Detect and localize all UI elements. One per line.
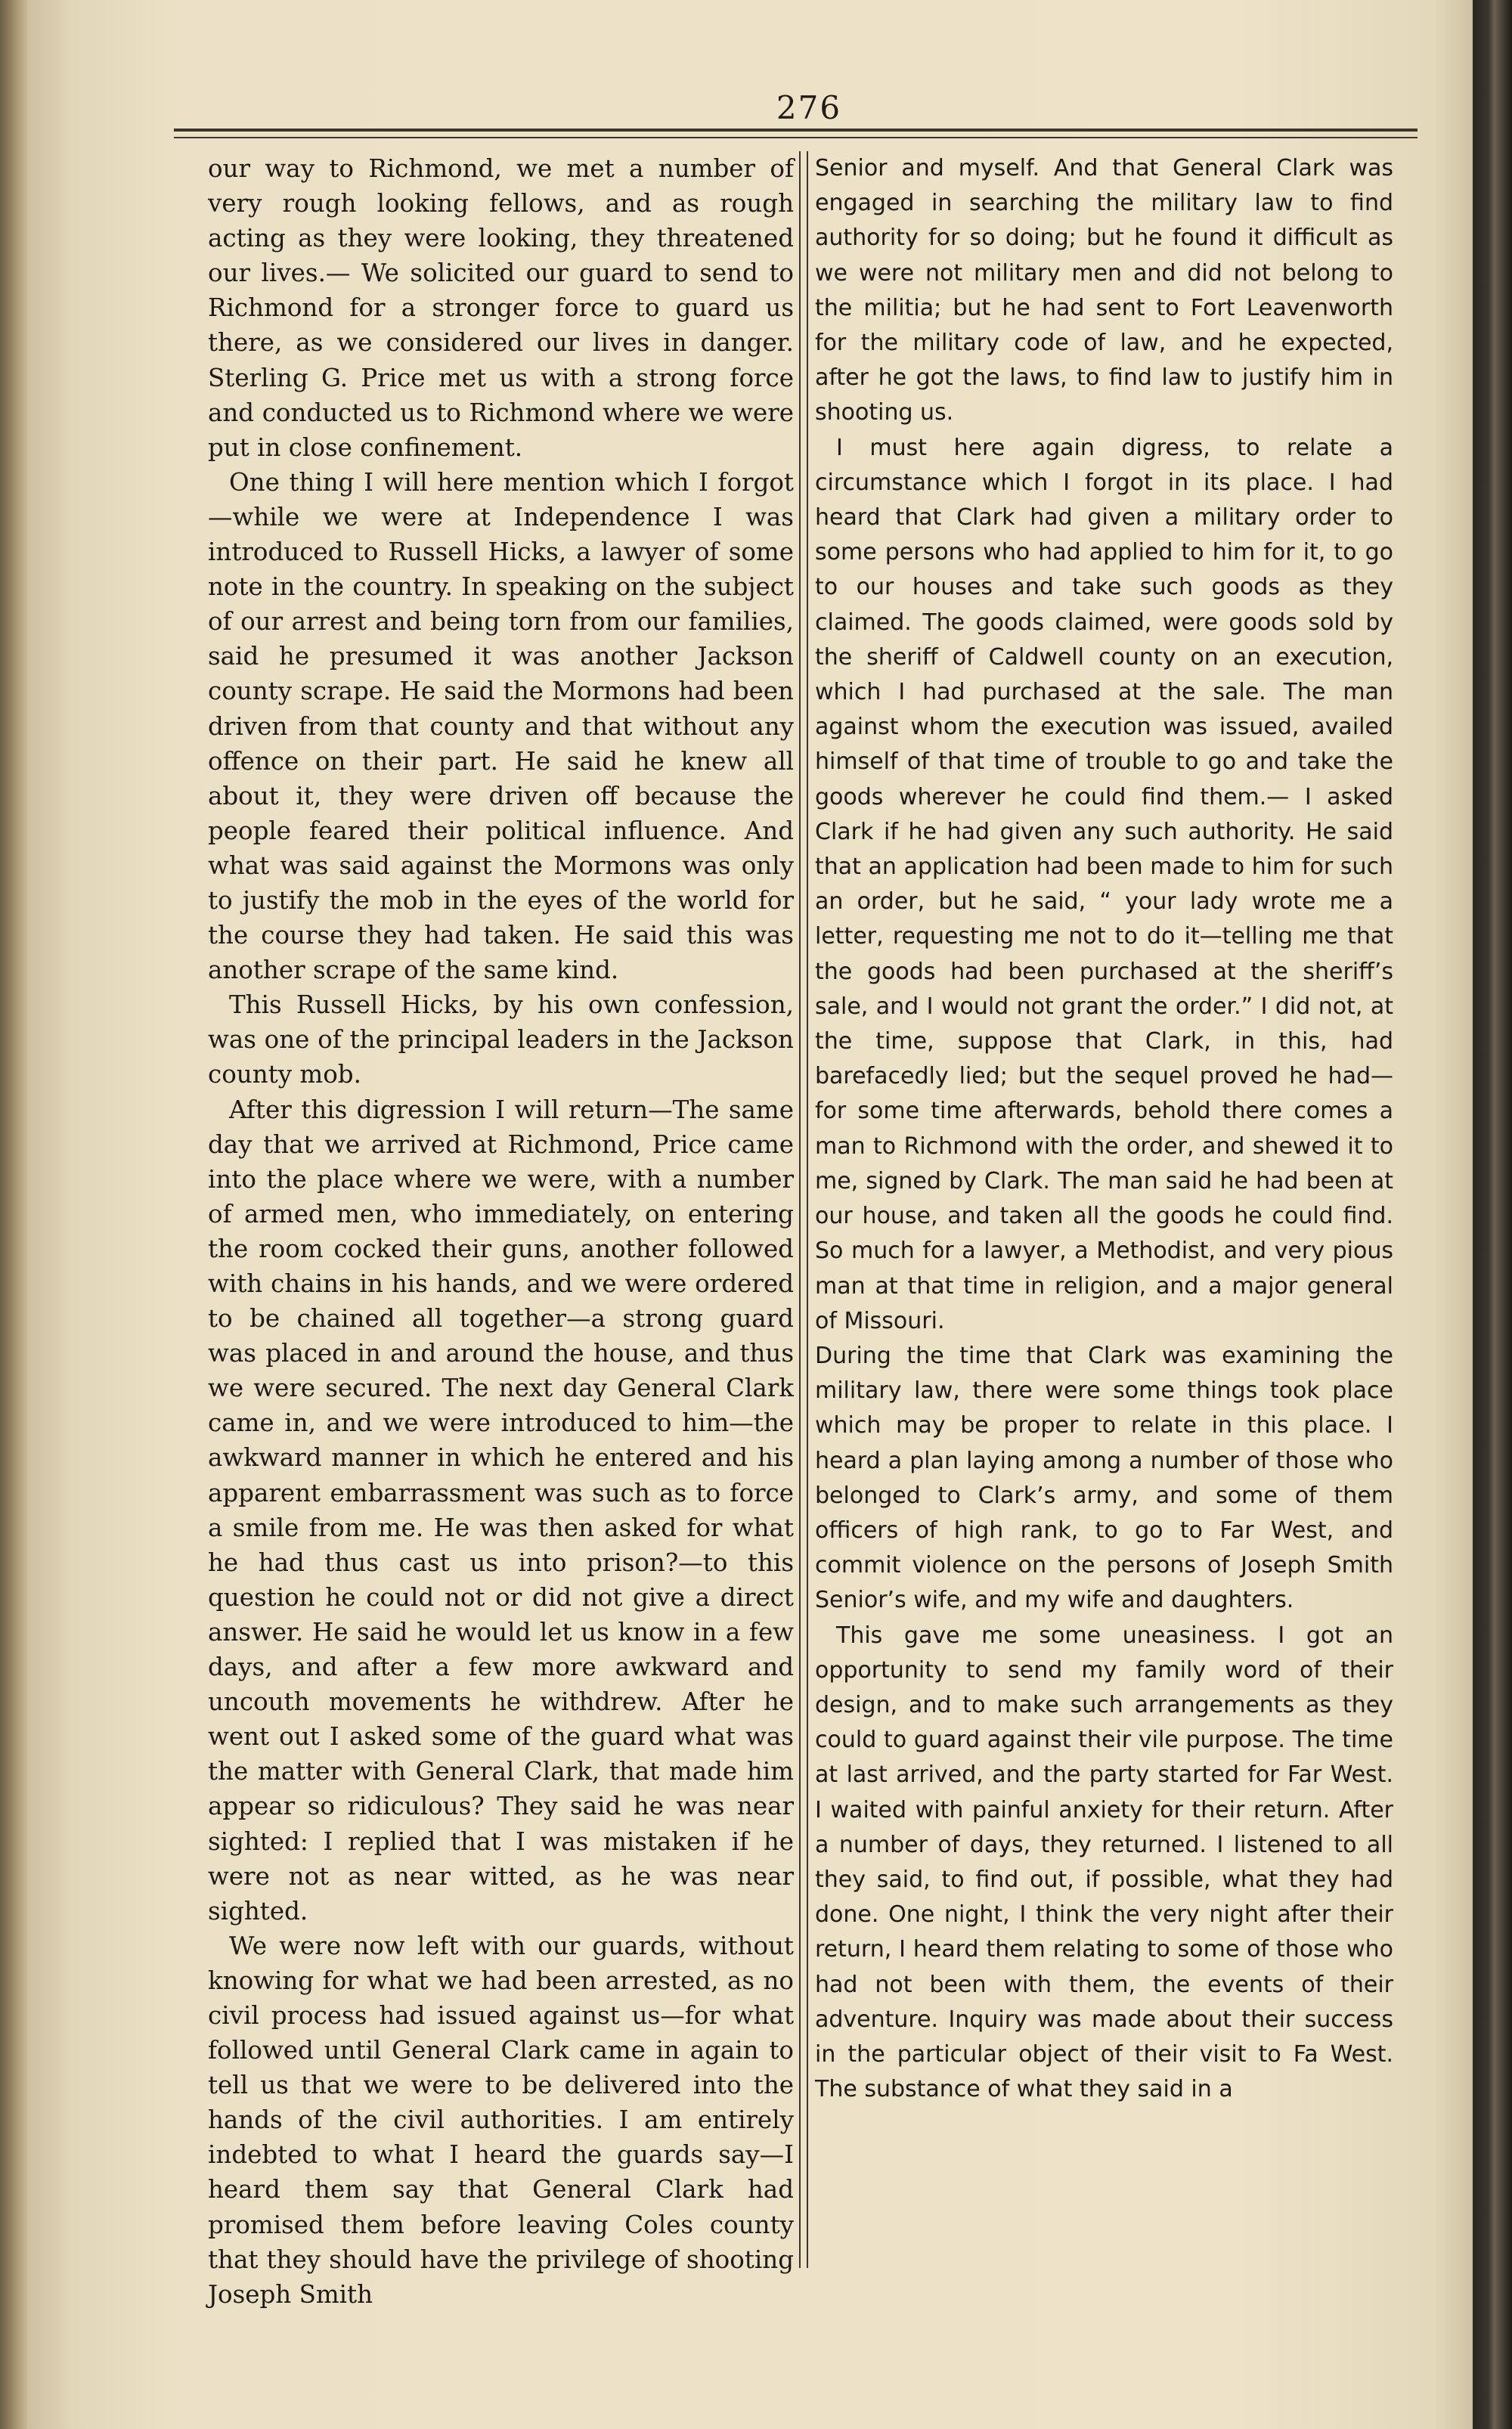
header-rule-thick [174,129,1418,132]
left-paragraph-4: After this digression I will return—The same day that we arrived at Richmond, Price came into the place where we were, with a number of armed men, who immediately, on entering the room cocked their guns, another followed with chains in his hands, and we were ordered to be chained all together—a strong guard was placed in and around the house, and thus we were secured. The next day General Clark came in, and we were introduced to him—the awkward manner in which he entered and his apparent embarrassment was such as to force a smile from me. He was then asked for what he had thus cast us into prison?—to this question he could not or did not give a direct answer. He said he would let us know in a few days, and after a few more awkward and uncouth movements he withdrew. After he went out I asked some of the guard what was the matter with General Clark, that made him appear so ridiculous? They said he was near sighted: I replied that I was mistaken if he were not as near witted, as he was near sighted. [208,1095,794,1926]
right-column [815,151,1393,2107]
right-paragraph-4: This gave me some uneasiness. I got an opportunity to send my family word of their design, and to make such arrangements as they could to guard against their vile purpose. The time at last arrived, and the party started for Far West. I waited with painful anxiety for their return. After a number of days, they returned. I listened to all they said, to find out, if possible, what they had done. One night, I think the very night after their return, I heard them relating to some of those who had not been with them, the events of their adventure. Inquiry was made about their success in the particular object of their visit to Fa West. The substance of what they said in a [815,1622,1393,2103]
book-spine [0,0,27,2429]
column-divider [799,151,808,2268]
left-paragraph-5: We were now left with our guards, without knowing for what we had been arrested, as no civil process had issued against us—for what followed until General Clark came in again to tell us that we were to be delivered into the hands of the civil authorities. I am entirely indebted to what I heard the guards say—I heard them say that General Clark had promised them before leaving Coles county that they should have the privilege of shooting Joseph Smith [208,1931,794,2309]
right-paragraph-2: I must here again digress, to relate a circumstance which I forgot in its place. I had heard that Clark had given a military order to some persons who had applied to him for it, to go to our houses and take such goods as they claimed. The goods claimed, were goods sold by the sheriff of Caldwell county on an execution, which I had purchased at the sale. The man against whom the execution was issued, availed himself of that time of trouble to go and take the goods wherever he could find them.— I asked Clark if he had given any such authority. He said that an application had been made to him for such an order, but he said, “ your lady wrote me a letter, requesting me not to do it—telling me that the goods had been purchased at the sheriff’s sale, and I would not grant the order.” I did not, at the time, suppose that Clark, in this, had barefacedly lied; but the sequel proved he had—for some time afterwards, behold there comes a man to Richmond with the order, and shewed it to me, signed by Clark. The man said he had been at our house, and taken all the goods he could find. So much for a lawyer, a Methodist, and very pious man at that time in religion, and a major general of Missouri. [815,434,1393,1334]
left-paragraph-2: One thing I will here mention which I forgot —while we were at Independence I was introduced to Russell Hicks, a lawyer of some note in the country. In speaking on the subject of our arrest and being torn from our families, said he presumed it was another Jackson county scrape. He said the Mormons had been driven from that county and that without any offence on their part. He said he knew all about it, they were driven off because the people feared their political influence. And what was said against the Mormons was only to justify the mob in the eyes of the world for the course they had taken. He said this was another scrape of the same kind. [208,467,794,985]
right-paragraph-1: Senior and myself. And that General Clark was engaged in searching the military law to find authority for so doing; but he found it difficult as we were not military men and did not belong to the militia; but he had sent to Fort Leavenworth for the military code of law, and he expected, after he got the laws, to find law to justify him in shooting us. [815,155,1393,426]
page-edge [1473,0,1512,2429]
page-number: 276 [776,89,842,126]
left-column [208,151,794,2312]
right-paragraph-3: During the time that Clark was examining the military law, there were some things took place which may be proper to relate in this place. I heard a plan laying among a number of those who belonged to Clark’s army, and some of them officers of high rank, to go to Far West, and commit violence on the persons of Joseph Smith Senior’s wife, and my wife and daughters. [815,1342,1393,1614]
header-rule-thin [174,137,1418,138]
left-paragraph-3: This Russell Hicks, by his own confession, was one of the principal leaders in the Jackson county mob. [208,990,794,1089]
left-paragraph-1: our way to Richmond, we met a number of very rough looking fellows, and as rough acting as they were looking, they threatened our lives.— We solicited our guard to send to Richmond for a stronger force to guard us there, as we considered our lives in danger. Sterling G. Price met us with a strong force and conducted us to Richmond where we were put in close confinement. [208,154,794,462]
